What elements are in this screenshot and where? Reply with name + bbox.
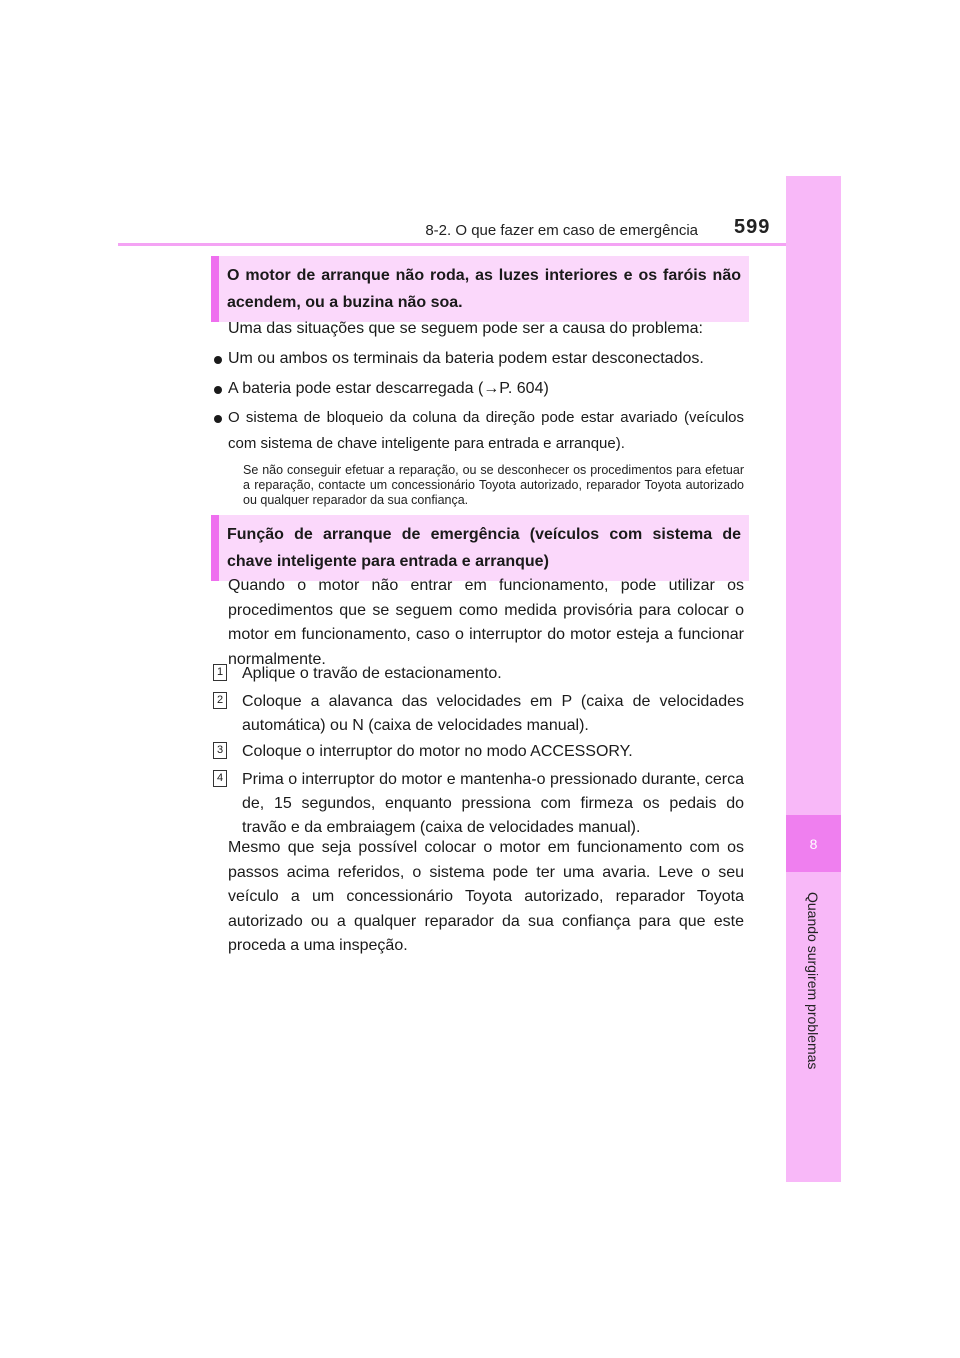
section-title: 8-2. O que fazer em caso de emergência [425,222,698,239]
step-number: 2 [213,692,227,709]
step-text: Coloque o interruptor do motor no modo ACCESSORY. [242,743,633,760]
step-item [213,768,744,840]
list-item: Um ou ambos os terminais da bateria podem estar desconectados. [214,347,744,371]
section-heading-emergency-start: Função de arranque de emergência (veículos com sistema de chave inteligente para entrada e arranque) [211,515,749,581]
section-intro: Uma das situações que se seguem pode ser a causa do problema: [228,320,703,337]
step-number: 3 [213,742,227,759]
list-item: O sistema de bloqueio da coluna da direção pode estar avariado (veículos com sistema de chave inteligente para entrada e arranque). [214,405,744,457]
repair-note: Se não conseguir efetuar a reparação, ou se desconhecer os procedimentos para efetuar a reparação, contacte um concessionário Toyota autorizado, reparador Toyota autorizado ou qualquer reparador da sua confiança. [243,463,744,507]
chapter-number-box [786,815,841,872]
step-number: 1 [213,664,227,681]
step-text: Aplique o travão de estacionamento. [242,665,502,682]
list-item: A bateria pode estar descarregada (→P. 604) [214,377,744,401]
page-number: 599 [734,216,771,238]
section-intro: Quando o motor não entrar em funcionamento, pode utilizar os procedimentos que se seguem como medida provisória para colocar o motor em funcionamento, caso o interruptor do motor esteja a funcionar normalmente. [228,577,744,668]
bullet-icon [214,356,222,364]
step-number: 4 [213,770,227,787]
step-text: Coloque a alavanca das velocidades em P (caixa de velocidades automática) ou N (caixa de velocidades manual). [242,693,744,734]
section-heading-starter: O motor de arranque não roda, as luzes interiores e os faróis não acendem, ou a buzina não soa. [211,256,749,322]
header-rule [118,243,786,246]
chapter-number: 8 [809,835,818,852]
closing-paragraph: Mesmo que seja possível colocar o motor em funcionamento com os passos acima referidos, o sistema pode ter uma avaria. Leve o seu veículo a um concessionário Toyota autorizado, reparador Toyota autorizado ou a qualquer reparador da sua confiança para que este proceda a uma inspeção. [228,839,744,954]
step-item [213,662,744,686]
bullet-icon [214,415,222,423]
step-text: Prima o interruptor do motor e mantenha-o pressionado durante, cerca de, 15 segundos, enquanto pressiona com firmeza os pedais do travão e da embraiagem (caixa de velocidades manual). [242,771,744,836]
bullet-icon [214,386,222,394]
step-item [213,740,744,764]
chapter-title: Quando surgirem problemas [805,892,821,1070]
step-item [213,690,744,738]
